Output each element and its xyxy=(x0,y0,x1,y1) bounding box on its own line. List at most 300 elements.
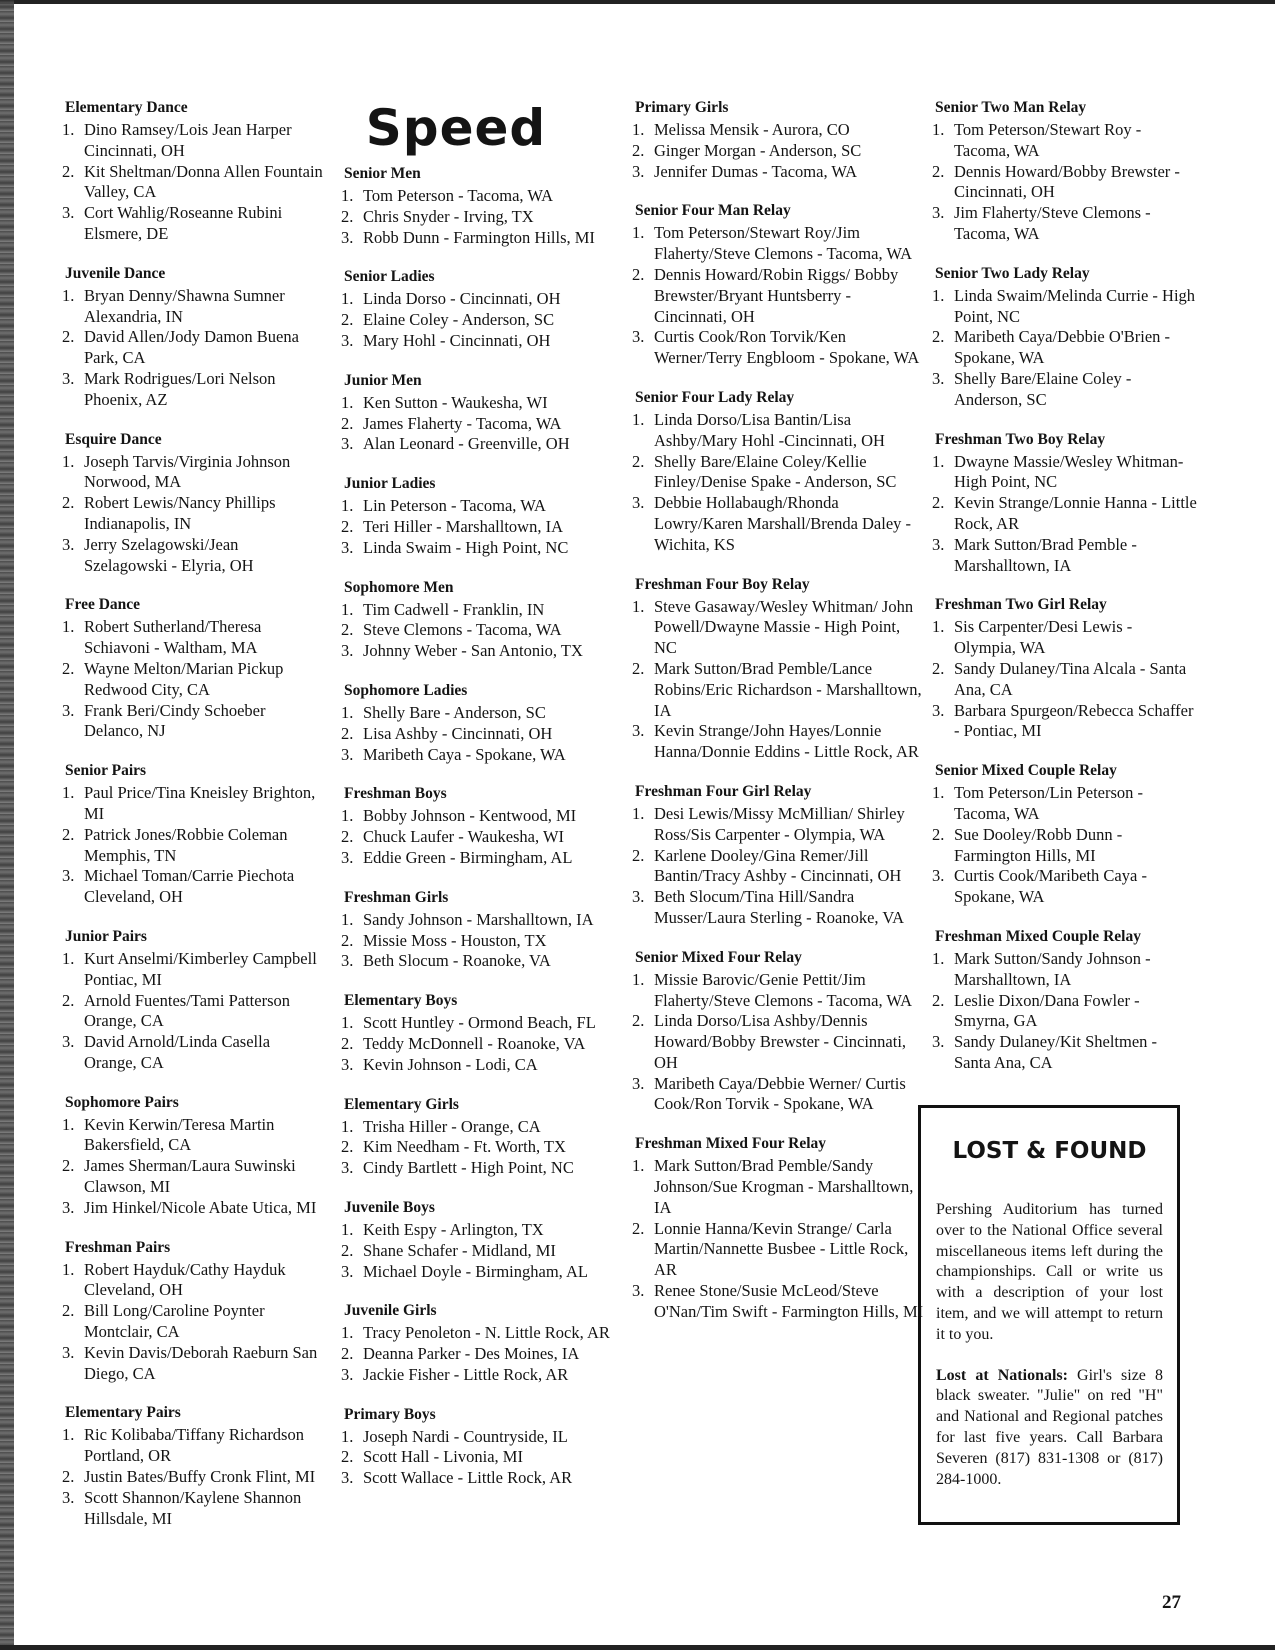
placing-text: Teri Hiller - Marshalltown, IA xyxy=(363,516,563,536)
placing-item xyxy=(62,866,324,908)
placing-number: 3. xyxy=(341,434,354,454)
placing-item xyxy=(62,535,324,577)
placing-number: 1. xyxy=(341,392,354,412)
placing-number: 1. xyxy=(341,1219,354,1239)
placing-item xyxy=(341,186,623,207)
placing-item xyxy=(341,848,623,869)
placing-text: Robert Hayduk/Cathy Hayduk Cleveland, OH xyxy=(84,1259,286,1300)
placing-item xyxy=(62,1425,324,1467)
lost-and-found-body: Pershing Auditorium has turned over to the National Office several miscellaneous items left during the championships. Call or write us with a description of your lost item, and we will attempt to return it to you. xyxy=(936,1201,1163,1343)
placing-item xyxy=(932,825,1197,867)
placings-list xyxy=(341,393,623,455)
placing-item xyxy=(62,369,324,411)
event-heading: Freshman Two Girl Relay xyxy=(935,596,1107,614)
placing-item xyxy=(62,452,324,494)
event-esquire-dance xyxy=(62,430,324,577)
placing-text: Debbie Hollabaugh/Rhonda Lowry/Karen Marshall/Brenda Daley - Wichita, KS xyxy=(654,493,912,554)
placing-text: Dwayne Massie/Wesley Whitman- High Point, NC xyxy=(954,451,1184,492)
placing-item xyxy=(932,369,1197,411)
placing-number: 3. xyxy=(341,641,354,661)
placing-number: 1. xyxy=(62,1425,75,1445)
placing-text: Bill Long/Caroline Poynter Montclair, CA xyxy=(84,1301,265,1342)
event-heading: Senior Two Lady Relay xyxy=(935,264,1090,282)
placing-text: Jim Hinkel/Nicole Abate Utica, MI xyxy=(84,1197,317,1217)
placing-item xyxy=(62,327,324,369)
placing-text: Arnold Fuentes/Tami Patterson Orange, CA xyxy=(84,990,290,1031)
placing-number: 1. xyxy=(932,120,945,139)
event-heading: Freshman Two Boy Relay xyxy=(935,430,1106,448)
placing-number: 1. xyxy=(62,1114,75,1134)
placing-text: Curtis Cook/Ron Torvik/Ken Werner/Terry Engbloom - Spokane, WA xyxy=(654,327,920,368)
placing-item xyxy=(341,1158,623,1179)
placings-list xyxy=(932,286,1197,411)
placing-text: Chuck Laufer - Waukesha, WI xyxy=(363,827,565,847)
event-heading: Senior Men xyxy=(344,165,421,182)
placing-number: 2. xyxy=(62,824,75,844)
event-heading: Primary Boys xyxy=(344,1405,436,1423)
event-senior-mixed-couple-relay xyxy=(932,761,1197,908)
placing-item xyxy=(632,1219,924,1281)
placing-text: Wayne Melton/Marian Pickup Redwood City, CA xyxy=(84,658,284,699)
placings-list xyxy=(341,1013,623,1075)
placing-item xyxy=(341,724,623,745)
placing-item xyxy=(341,1137,623,1158)
placings-list xyxy=(932,120,1197,245)
placing-number: 3. xyxy=(341,1054,354,1074)
placing-text: Mark Sutton/Sandy Johnson - Marshalltown, IA xyxy=(954,948,1151,989)
event-sophomore-men xyxy=(341,578,623,662)
placing-item xyxy=(632,659,924,721)
placing-item xyxy=(932,203,1197,245)
placing-item xyxy=(632,970,924,1012)
placing-item xyxy=(341,414,623,435)
placing-item xyxy=(632,141,924,162)
event-juvenile-boys xyxy=(341,1198,623,1282)
placing-text: Keith Espy - Arlington, TX xyxy=(363,1219,544,1239)
placings-list xyxy=(341,1323,623,1385)
lost-at-nationals-text: Girl's size 8 black sweater. "Julie" on red "H" and National and Regional patches for last five years. Call Barbara Severen (817) 831-1308 or (817) 284-1000. xyxy=(936,1366,1163,1488)
placing-item xyxy=(341,1468,623,1489)
placing-number: 1. xyxy=(632,596,645,616)
placing-item xyxy=(62,1156,324,1198)
placing-item xyxy=(932,535,1197,577)
event-senior-pairs xyxy=(62,761,324,908)
placing-item xyxy=(62,1032,324,1074)
placings-list xyxy=(62,783,324,908)
placing-number: 3. xyxy=(341,847,354,867)
placing-item xyxy=(62,825,324,867)
placing-number: 2. xyxy=(932,327,945,347)
placing-number: 1. xyxy=(632,223,645,243)
event-freshman-mixed-couple-relay xyxy=(932,927,1197,1074)
placing-item xyxy=(632,1156,924,1218)
event-heading: Junior Pairs xyxy=(65,927,147,945)
placing-text: Alan Leonard - Greenville, OH xyxy=(363,434,570,454)
placings-list xyxy=(341,703,623,765)
placing-item xyxy=(62,1115,324,1157)
event-heading: Senior Mixed Couple Relay xyxy=(935,762,1117,780)
placing-number: 1. xyxy=(341,496,354,516)
placing-item xyxy=(932,327,1197,369)
placing-item xyxy=(341,310,623,331)
placings-list xyxy=(341,496,623,558)
placing-item xyxy=(341,1117,623,1138)
placing-text: Beth Slocum/Tina Hill/Sandra Musser/Laura Sterling - Roanoke, VA xyxy=(654,887,905,927)
placing-number: 1. xyxy=(341,909,354,929)
event-heading: Juvenile Dance xyxy=(65,264,166,282)
placing-text: Steve Gasaway/Wesley Whitman/ John Powell/Dwayne Massie - High Point, NC xyxy=(654,596,914,658)
placing-text: Sandy Johnson - Marshalltown, IA xyxy=(363,909,594,929)
placing-text: Karlene Dooley/Gina Remer/Jill Bantin/Tracy Ashby - Cincinnati, OH xyxy=(654,845,902,886)
placing-item xyxy=(341,600,623,621)
placing-number: 3. xyxy=(632,493,645,513)
event-heading: Elementary Dance xyxy=(65,99,188,116)
placing-number: 1. xyxy=(341,289,354,309)
placing-item xyxy=(932,493,1197,535)
placing-number: 2. xyxy=(932,824,945,844)
placing-text: Elaine Coley - Anderson, SC xyxy=(363,310,555,330)
placing-number: 2. xyxy=(632,1011,645,1031)
placings-list xyxy=(341,186,623,248)
placing-item xyxy=(341,393,623,414)
placing-number: 3. xyxy=(341,1158,354,1178)
event-senior-two-lady-relay xyxy=(932,264,1197,411)
page-title: Speed xyxy=(365,99,547,157)
event-freshman-four-girl-relay xyxy=(632,782,924,929)
placing-text: Beth Slocum - Roanoke, VA xyxy=(363,951,551,971)
placing-text: Missie Moss - Houston, TX xyxy=(363,930,547,950)
placings-list xyxy=(341,289,623,351)
event-heading: Sophomore Pairs xyxy=(65,1093,179,1111)
placing-number: 3. xyxy=(341,744,354,764)
placing-number: 3. xyxy=(932,203,945,223)
placing-number: 1. xyxy=(932,783,945,803)
placing-number: 2. xyxy=(341,827,354,847)
placing-item xyxy=(932,452,1197,494)
placing-text: James Sherman/Laura Suwinski Clawson, MI xyxy=(84,1156,296,1197)
placing-text: Sandy Dulaney/Kit Sheltmen - Santa Ana, CA xyxy=(954,1032,1158,1072)
page-number: 27 xyxy=(1162,1592,1181,1613)
placing-text: Jennifer Dumas - Tacoma, WA xyxy=(654,161,858,181)
placing-text: Michael Toman/Carrie Piechota Cleveland, OH xyxy=(84,866,295,907)
placing-item xyxy=(341,1427,623,1448)
placing-text: Tom Peterson - Tacoma, WA xyxy=(363,186,553,205)
placing-item xyxy=(62,701,324,743)
placing-number: 3. xyxy=(62,203,75,223)
placing-item xyxy=(341,641,623,662)
event-heading: Senior Ladies xyxy=(344,268,435,286)
placing-item xyxy=(341,496,623,517)
placing-number: 1. xyxy=(62,285,75,305)
placing-text: Tom Peterson/Stewart Roy/Jim Flaherty/Steve Clemons - Tacoma, WA xyxy=(654,223,913,264)
placing-number: 3. xyxy=(62,1197,75,1217)
placing-text: Cort Wahlig/Roseanne Rubini Elsmere, DE xyxy=(84,203,283,243)
placing-item xyxy=(632,1011,924,1073)
placing-number: 1. xyxy=(62,120,75,139)
placings-list xyxy=(62,617,324,742)
event-heading: Elementary Pairs xyxy=(65,1404,181,1422)
event-heading: Freshman Mixed Four Relay xyxy=(635,1135,827,1153)
placing-text: Ric Kolibaba/Tiffany Richardson Portland, OR xyxy=(84,1425,304,1466)
placing-item xyxy=(62,783,324,825)
placing-item xyxy=(932,866,1197,908)
placing-text: Johnny Weber - San Antonio, TX xyxy=(363,641,583,661)
event-junior-men xyxy=(341,371,623,455)
placing-item xyxy=(62,617,324,659)
placing-number: 2. xyxy=(341,723,354,743)
placing-text: Jerry Szelagowski/Jean Szelagowski - Elyria, OH xyxy=(84,534,254,575)
event-senior-mixed-four-relay xyxy=(632,948,924,1116)
event-freshman-mixed-four-relay xyxy=(632,1134,924,1322)
placing-number: 1. xyxy=(341,702,354,722)
scan-bottom-edge xyxy=(0,1645,1275,1650)
placing-item xyxy=(62,1260,324,1302)
placing-item xyxy=(932,1032,1197,1074)
event-junior-pairs xyxy=(62,927,324,1074)
placing-item xyxy=(62,120,324,162)
placing-number: 3. xyxy=(932,368,945,388)
event-heading: Esquire Dance xyxy=(65,430,162,448)
placing-number: 1. xyxy=(632,409,645,429)
placing-item xyxy=(932,162,1197,204)
placing-item xyxy=(341,207,623,228)
event-freshman-two-boy-relay xyxy=(932,430,1197,577)
placing-item xyxy=(62,949,324,991)
placings-list xyxy=(341,1117,623,1179)
event-sophomore-ladies xyxy=(341,681,623,765)
placing-number: 3. xyxy=(632,887,645,907)
placing-text: Dennis Howard/Robin Riggs/ Bobby Brewster/Bryant Huntsberry - Cincinnati, OH xyxy=(654,264,899,326)
placing-item xyxy=(341,827,623,848)
placing-item xyxy=(341,806,623,827)
placing-number: 1. xyxy=(62,451,75,471)
placing-item xyxy=(62,203,324,245)
placing-item xyxy=(632,721,924,763)
placing-text: Bobby Johnson - Kentwood, MI xyxy=(363,806,577,826)
placing-item xyxy=(62,1198,324,1219)
placing-text: David Arnold/Linda Casella Orange, CA xyxy=(84,1032,271,1072)
event-heading: Sophomore Ladies xyxy=(344,681,468,699)
event-sophomore-pairs xyxy=(62,1093,324,1219)
placing-text: Linda Swaim/Melinda Currie - High Point, NC xyxy=(954,285,1196,326)
placing-text: Lin Peterson - Tacoma, WA xyxy=(363,496,546,516)
event-heading: Free Dance xyxy=(65,596,141,614)
placing-text: Kevin Kerwin/Teresa Martin Bakersfield, CA xyxy=(84,1114,275,1155)
event-heading: Freshman Girls xyxy=(344,888,449,906)
placing-number: 3. xyxy=(632,161,645,181)
event-heading: Freshman Boys xyxy=(344,785,447,803)
placing-number: 2. xyxy=(62,1467,75,1487)
placings-list xyxy=(62,1115,324,1219)
placing-text: Kit Sheltman/Donna Allen Fountain Valley, CA xyxy=(84,161,323,202)
placing-text: Sandy Dulaney/Tina Alcala - Santa Ana, CA xyxy=(954,658,1187,699)
event-heading: Junior Ladies xyxy=(344,475,436,493)
placing-text: Linda Dorso - Cincinnati, OH xyxy=(363,289,561,309)
placing-item xyxy=(632,846,924,888)
placing-item xyxy=(932,783,1197,825)
placing-item xyxy=(341,951,623,972)
event-freshman-girls xyxy=(341,888,623,972)
placings-list xyxy=(341,600,623,662)
event-heading: Freshman Four Boy Relay xyxy=(635,575,810,593)
placing-text: Bryan Denny/Shawna Sumner Alexandria, IN xyxy=(84,285,285,326)
placing-item xyxy=(341,1344,623,1365)
placing-item xyxy=(632,410,924,452)
placing-number: 3. xyxy=(341,330,354,350)
placing-number: 3. xyxy=(62,534,75,554)
placing-item xyxy=(62,493,324,535)
placings-list xyxy=(341,1427,623,1489)
placing-text: Patrick Jones/Robbie Coleman Memphis, TN xyxy=(84,824,288,865)
placing-number: 2. xyxy=(341,206,354,226)
placing-number: 1. xyxy=(632,803,645,823)
placing-number: 2. xyxy=(62,658,75,678)
placing-text: Sue Dooley/Robb Dunn - Farmington Hills, MI xyxy=(954,824,1123,865)
placing-number: 3. xyxy=(62,866,75,886)
placing-number: 1. xyxy=(341,599,354,619)
placings-list xyxy=(62,949,324,1074)
placing-number: 3. xyxy=(932,700,945,720)
placing-item xyxy=(341,1055,623,1076)
event-heading: Junior Men xyxy=(344,371,422,389)
placing-number: 1. xyxy=(341,806,354,826)
placing-text: Kurt Anselmi/Kimberley Campbell Pontiac, MI xyxy=(84,948,317,989)
event-freshman-boys xyxy=(341,784,623,868)
column-3 xyxy=(632,98,924,1342)
placing-item xyxy=(341,1323,623,1344)
placing-item xyxy=(341,331,623,352)
placing-text: Lonnie Hanna/Kevin Strange/ Carla Martin/Nannette Busbee - Little Rock, AR xyxy=(654,1218,909,1280)
lost-and-found-title: LOST & FOUND xyxy=(952,1138,1147,1164)
placing-number: 2. xyxy=(932,493,945,513)
placing-number: 3. xyxy=(62,1032,75,1052)
placing-item xyxy=(62,659,324,701)
event-heading: Juvenile Girls xyxy=(344,1302,437,1320)
placing-text: Scott Hall - Livonia, MI xyxy=(363,1447,523,1467)
placing-text: Eddie Green - Birmingham, AL xyxy=(363,847,573,867)
placing-number: 3. xyxy=(341,1364,354,1384)
placing-number: 3. xyxy=(932,1032,945,1052)
event-juvenile-dance xyxy=(62,264,324,411)
placing-text: Mark Sutton/Brad Pemble/Lance Robins/Eric Richardson - Marshalltown, IA xyxy=(654,658,922,720)
lost-at-nationals-note xyxy=(936,1366,1163,1491)
placing-number: 3. xyxy=(932,866,945,886)
placing-item xyxy=(932,949,1197,991)
placings-list xyxy=(62,120,324,245)
placing-text: Maribeth Caya - Spokane, WA xyxy=(363,744,566,764)
placing-text: Renee Stone/Susie McLeod/Steve O'Nan/Tim Swift - Farmington Hills, MI xyxy=(654,1281,924,1321)
placing-item xyxy=(632,597,924,659)
placing-item xyxy=(632,327,924,369)
placing-number: 1. xyxy=(932,948,945,968)
placing-number: 1. xyxy=(341,186,354,205)
placings-list xyxy=(632,1156,924,1322)
placing-number: 2. xyxy=(341,1240,354,1260)
placings-list xyxy=(632,223,924,369)
placing-number: 2. xyxy=(341,1033,354,1053)
placing-item xyxy=(62,1301,324,1343)
placing-text: Dennis Howard/Bobby Brewster - Cincinnati, OH xyxy=(954,161,1180,202)
placing-item xyxy=(341,1220,623,1241)
placing-number: 2. xyxy=(62,161,75,181)
event-senior-four-man-relay xyxy=(632,201,924,369)
placing-number: 2. xyxy=(62,1156,75,1176)
event-senior-four-lady-relay xyxy=(632,388,924,556)
placing-item xyxy=(341,703,623,724)
event-free-dance xyxy=(62,595,324,742)
placings-list xyxy=(632,804,924,929)
placing-item xyxy=(341,538,623,559)
event-heading: Juvenile Boys xyxy=(344,1198,435,1216)
event-heading: Sophomore Men xyxy=(344,578,454,596)
event-heading: Freshman Four Girl Relay xyxy=(635,782,812,800)
placing-number: 3. xyxy=(62,700,75,720)
placing-text: Jim Flaherty/Steve Clemons - Tacoma, WA xyxy=(954,203,1151,243)
placing-text: Shelly Bare/Elaine Coley/Kellie Finley/Denise Spake - Anderson, SC xyxy=(654,451,897,492)
placing-item xyxy=(341,620,623,641)
placing-item xyxy=(341,1034,623,1055)
placing-text: Linda Dorso/Lisa Ashby/Dennis Howard/Bobby Brewster - Cincinnati, OH xyxy=(654,1011,907,1072)
placings-list xyxy=(632,970,924,1116)
placing-item xyxy=(632,887,924,929)
placing-text: Scott Huntley - Ormond Beach, FL xyxy=(363,1013,596,1033)
placing-number: 3. xyxy=(62,1487,75,1507)
lost-at-nationals-label: Lost at Nationals: xyxy=(936,1366,1068,1384)
placing-number: 3. xyxy=(632,1281,645,1301)
placing-number: 1. xyxy=(62,948,75,968)
placing-text: Mark Rodrigues/Lori Nelson Phoenix, AZ xyxy=(84,368,276,409)
placings-list xyxy=(62,286,324,411)
placing-number: 2. xyxy=(341,1447,354,1467)
event-primary-boys xyxy=(341,1405,623,1489)
placings-list xyxy=(341,1220,623,1282)
placing-number: 3. xyxy=(341,537,354,557)
event-junior-ladies xyxy=(341,474,623,558)
placing-text: David Allen/Jody Damon Buena Park, CA xyxy=(84,327,299,368)
lost-and-found-box xyxy=(918,1105,1180,1525)
placing-text: Maribeth Caya/Debbie Werner/ Curtis Cook/Ron Torvik - Spokane, WA xyxy=(654,1073,906,1114)
placing-item xyxy=(62,1488,324,1530)
placing-number: 1. xyxy=(341,1426,354,1446)
placing-text: Joseph Tarvis/Virginia Johnson Norwood, MA xyxy=(84,451,291,492)
event-elementary-pairs xyxy=(62,1403,324,1529)
placing-number: 1. xyxy=(932,285,945,305)
placings-list xyxy=(632,597,924,763)
placing-item xyxy=(341,1013,623,1034)
event-elementary-dance xyxy=(62,98,324,245)
placing-number: 2. xyxy=(932,161,945,181)
placing-text: Ginger Morgan - Anderson, SC xyxy=(654,140,862,160)
placing-number: 2. xyxy=(632,264,645,284)
placings-list xyxy=(632,120,924,182)
placing-number: 3. xyxy=(341,227,354,247)
placing-text: Robert Sutherland/Theresa Schiavoni - Waltham, MA xyxy=(84,617,262,658)
placing-number: 2. xyxy=(341,310,354,330)
column-1 xyxy=(62,98,324,1548)
event-freshman-four-boy-relay xyxy=(632,575,924,763)
placing-text: Kevin Johnson - Lodi, CA xyxy=(363,1054,538,1074)
placing-number: 1. xyxy=(62,617,75,637)
placing-number: 1. xyxy=(341,1116,354,1136)
placing-number: 2. xyxy=(632,658,645,678)
placing-item xyxy=(932,701,1197,743)
placing-text: Mark Sutton/Brad Pemble - Marshalltown, IA xyxy=(954,534,1137,575)
event-heading: Senior Two Man Relay xyxy=(935,99,1087,116)
placing-item xyxy=(341,1365,623,1386)
placing-number: 3. xyxy=(341,1468,354,1488)
placing-item xyxy=(341,434,623,455)
placing-text: Frank Beri/Cindy Schoeber Delanco, NJ xyxy=(84,700,266,741)
